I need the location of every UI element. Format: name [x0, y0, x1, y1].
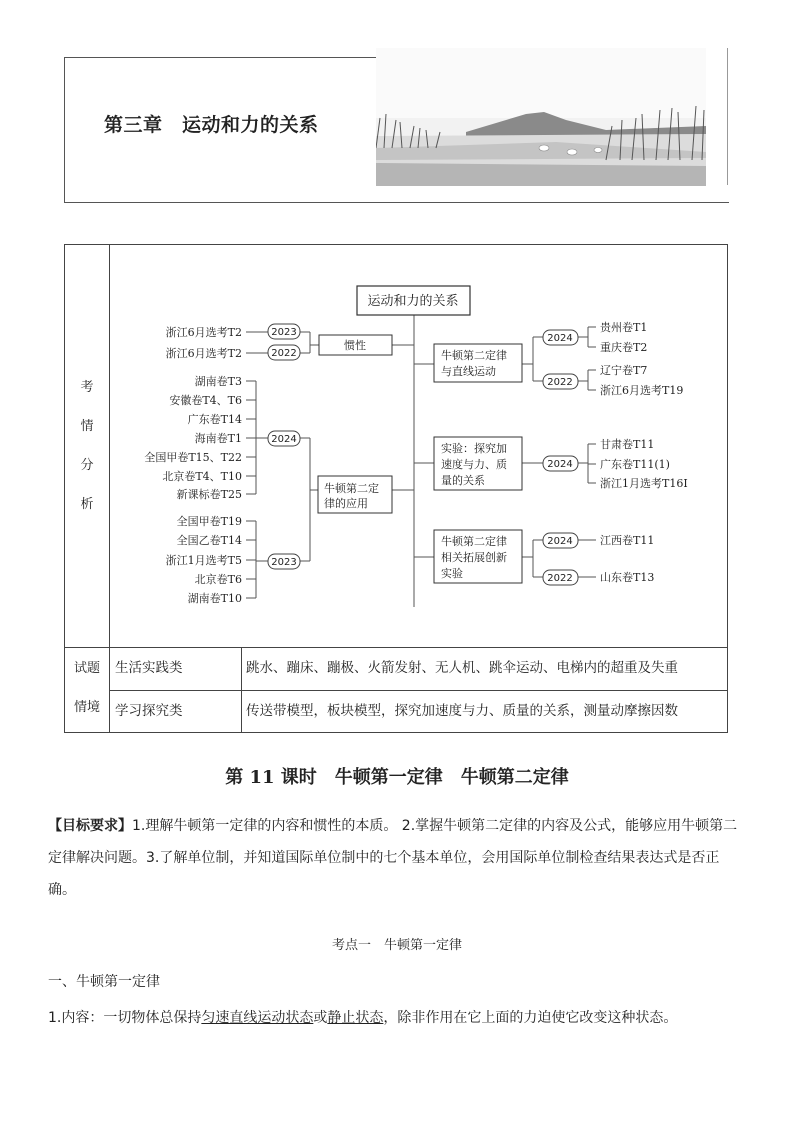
exam-item: 浙江1月选考T5	[165, 554, 242, 567]
scenario-type: 学习探究类	[115, 703, 183, 719]
year-badge: 2024	[547, 459, 573, 470]
exam-item: 山东卷T13	[600, 571, 655, 584]
content-text: 或	[313, 1010, 328, 1026]
mindmap-branch-label: 相关拓展创新	[441, 551, 507, 564]
year-badge: 2022	[547, 573, 573, 584]
exam-item: 海南卷T1	[194, 432, 242, 445]
exam-item: 江西卷T11	[600, 534, 655, 547]
goal-label: 【目标要求】	[48, 818, 132, 834]
exam-item: 北京卷T6	[194, 573, 242, 586]
exam-item: 湖南卷T10	[187, 592, 242, 605]
year-badge: 2022	[271, 348, 297, 359]
content-underlined-text: 匀速直线运动状态	[201, 1010, 314, 1026]
exam-item: 浙江6月选考T19	[600, 384, 684, 397]
scenario-content: 传送带模型，板块模型，探究加速度与力、质量的关系，测量动摩擦因数	[246, 703, 678, 719]
scenario-type: 生活实践类	[115, 660, 183, 676]
scenario-content: 跳水、蹦床、蹦极、火箭发射、无人机、跳伞运动、电梯内的超重及失重	[246, 660, 678, 676]
scenario-label: 试题	[73, 661, 100, 676]
mindmap-branch-label: 牛顿第二定律	[441, 535, 507, 548]
exam-item: 湖南卷T3	[194, 375, 242, 388]
mindmap-branch-label: 与直线运动	[441, 365, 496, 378]
exam-item: 全国乙卷T14	[176, 534, 242, 547]
goal-text-line: 确。	[48, 882, 76, 898]
exam-item: 全国甲卷T19	[176, 515, 242, 528]
exam-item: 全国甲卷T15、T22	[144, 451, 242, 464]
mindmap-branch-inertia: 惯性	[344, 339, 366, 352]
exam-item: 浙江6月选考T2	[165, 326, 242, 339]
exam-item: 甘肃卷T11	[600, 438, 655, 451]
mindmap-branch-label: 实验	[441, 567, 463, 580]
scenario-label: 情境	[73, 700, 100, 715]
content-paragraph	[48, 1007, 677, 1027]
analysis-label-char: 情	[80, 419, 94, 434]
mindmap-branch-label: 律的应用	[324, 497, 368, 510]
year-badge: 2022	[547, 377, 573, 388]
content-text: ，除非作用在它上面的力迫使它改变这种状态。	[383, 1010, 678, 1026]
key-point-title: 考点一 牛顿第一定律	[331, 938, 462, 953]
goal-paragraph	[48, 810, 748, 906]
exam-item: 重庆卷T2	[600, 341, 648, 354]
exam-item: 贵州卷T1	[600, 321, 648, 334]
year-badge: 2023	[271, 557, 297, 568]
analysis-label-char: 析	[80, 497, 94, 512]
goal-text-line: 定律解决问题。3.了解单位制，并知道国际单位制中的七个基本单位，会用国际单位制检查结果表达式是否正	[48, 850, 720, 866]
year-badge: 2024	[547, 536, 573, 547]
exam-item: 新课标卷T25	[176, 488, 242, 501]
year-badge: 2024	[271, 434, 297, 445]
year-badge: 2023	[271, 327, 297, 338]
chapter-title: 第三章 运动和力的关系	[104, 114, 319, 136]
analysis-label-char: 分	[80, 458, 94, 473]
exam-item: 辽宁卷T7	[600, 364, 648, 377]
exam-item: 北京卷T4、T10	[162, 470, 242, 483]
mindmap-branch-label: 量的关系	[441, 474, 485, 487]
mindmap-branch-label: 牛顿第二定律	[441, 349, 507, 362]
year-badge: 2024	[547, 333, 573, 344]
content-text: 1.内容：一切物体总保持	[48, 1010, 202, 1026]
exam-item: 浙江1月选考T16Ⅰ	[600, 477, 688, 490]
exam-item: 广东卷T14	[187, 413, 242, 426]
lesson-title: 第 11 课时 牛顿第一定律 牛顿第二定律	[225, 767, 569, 788]
exam-item: 广东卷T11(1)	[600, 458, 670, 471]
mindmap-branch-label: 实验：探究加	[441, 442, 507, 455]
section-heading: 一、牛顿第一定律	[48, 974, 160, 990]
exam-item: 浙江6月选考T2	[165, 347, 242, 360]
goal-text-line: 1.理解牛顿第一定律的内容和惯性的本质。 2.掌握牛顿第二定律的内容及公式，能够应用牛顿第二	[132, 818, 738, 834]
content-underlined-text: 静止状态	[327, 1010, 384, 1026]
mindmap-root: 运动和力的关系	[367, 294, 459, 309]
exam-item: 安徽卷T4、T6	[169, 394, 242, 407]
analysis-label-char: 考	[80, 380, 94, 395]
mindmap-branch-label: 牛顿第二定	[324, 482, 379, 495]
mindmap-branch-label: 速度与力、质	[441, 458, 507, 471]
